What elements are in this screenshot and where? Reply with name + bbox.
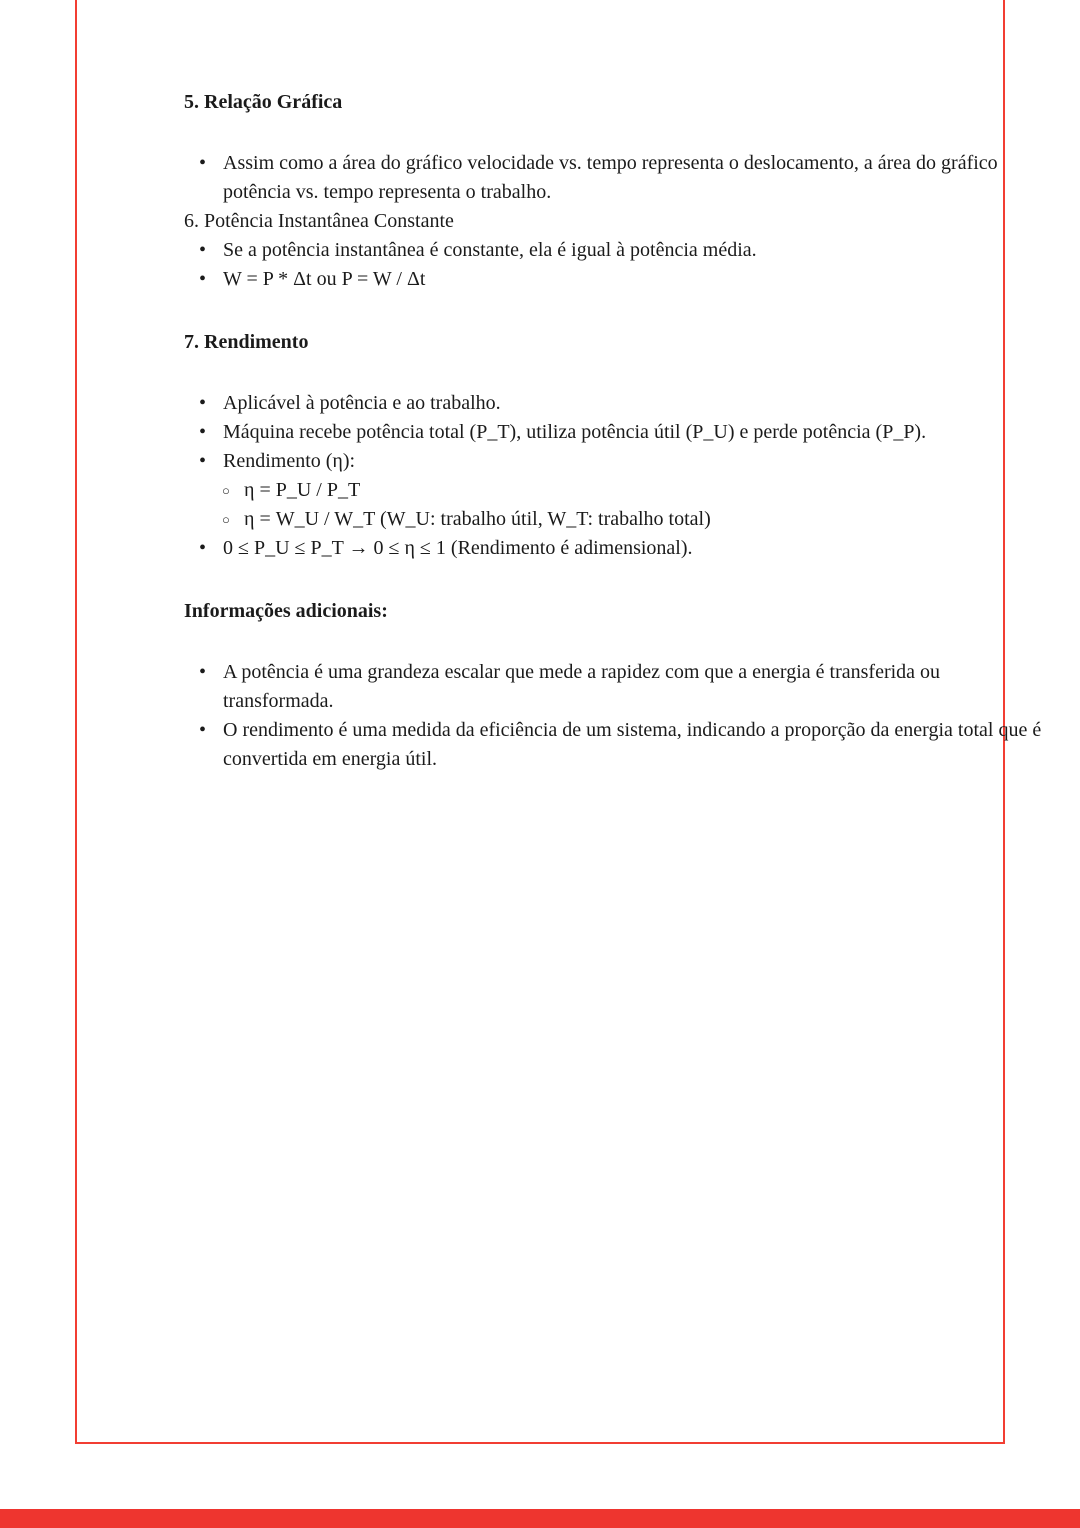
list-item bbox=[199, 265, 1044, 294]
bullet-list-relacao-grafica bbox=[184, 149, 1044, 207]
list-item bbox=[199, 534, 1044, 563]
list-item-text: Aplicável à potência e ao trabalho. bbox=[223, 392, 501, 414]
sub-bullet-icon: ○ bbox=[222, 512, 230, 527]
list-item bbox=[199, 236, 1044, 265]
list-item-text: η = P_U / P_T bbox=[244, 479, 361, 501]
list-item bbox=[222, 505, 1044, 534]
bullet-icon: • bbox=[199, 239, 207, 261]
bullet-icon: • bbox=[199, 152, 207, 174]
sub-bullet-list-rendimento bbox=[184, 476, 1044, 534]
bullet-icon: • bbox=[199, 421, 207, 443]
section-heading-potencia-instantanea: 6. Potência Instantânea Constante bbox=[184, 210, 454, 232]
bullet-icon: • bbox=[199, 392, 207, 414]
section-heading-rendimento: 7. Rendimento bbox=[184, 331, 309, 353]
list-item-text: 0 ≤ P_U ≤ P_T → 0 ≤ η ≤ 1 (Rendimento é adimensional). bbox=[223, 537, 693, 559]
bullet-icon: • bbox=[199, 661, 207, 683]
document-content bbox=[184, 88, 1044, 774]
list-item bbox=[199, 716, 1044, 774]
bullet-icon: • bbox=[199, 719, 207, 741]
list-item-text: Se a potência instantânea é constante, ela é igual à potência média. bbox=[223, 239, 757, 261]
list-item bbox=[199, 658, 1044, 716]
sub-bullet-icon: ○ bbox=[222, 483, 230, 498]
bullet-list-potencia-instantanea bbox=[184, 236, 1044, 294]
list-item-text: W = P * Δt ou P = W / Δt bbox=[223, 268, 426, 290]
list-item-text: O rendimento é uma medida da eficiência de um sistema, indicando a proporção da energia total que é convertida em energia útil. bbox=[223, 719, 1042, 770]
bullet-list-informacoes-adicionais bbox=[184, 658, 1044, 774]
list-item bbox=[199, 149, 1044, 207]
list-item-text: Assim como a área do gráfico velocidade vs. tempo representa o deslocamento, a área do gráfico potência vs. tempo representa o trabalho. bbox=[223, 152, 998, 203]
list-item-text: A potência é uma grandeza escalar que mede a rapidez com que a energia é transferida ou transformada. bbox=[223, 661, 941, 712]
page-border bbox=[75, 0, 1042, 1444]
footer-bar bbox=[0, 1509, 1080, 1528]
list-item bbox=[222, 476, 1044, 505]
list-item-text: η = W_U / W_T (W_U: trabalho útil, W_T: trabalho total) bbox=[244, 508, 711, 530]
list-item bbox=[199, 447, 1044, 476]
section-heading-informacoes-adicionais: Informações adicionais: bbox=[184, 600, 388, 622]
bullet-list-rendimento-tail bbox=[184, 534, 1044, 563]
section-heading-relacao-grafica: 5. Relação Gráfica bbox=[184, 91, 343, 113]
bullet-icon: • bbox=[199, 268, 207, 290]
list-item-text: Rendimento (η): bbox=[223, 450, 356, 472]
list-item bbox=[199, 389, 1044, 418]
bullet-icon: • bbox=[199, 537, 207, 559]
list-item-text: Máquina recebe potência total (P_T), utiliza potência útil (P_U) e perde potência (P_P). bbox=[223, 421, 927, 443]
list-item bbox=[199, 418, 1044, 447]
bullet-list-rendimento bbox=[184, 389, 1044, 476]
bullet-icon: • bbox=[199, 450, 207, 472]
